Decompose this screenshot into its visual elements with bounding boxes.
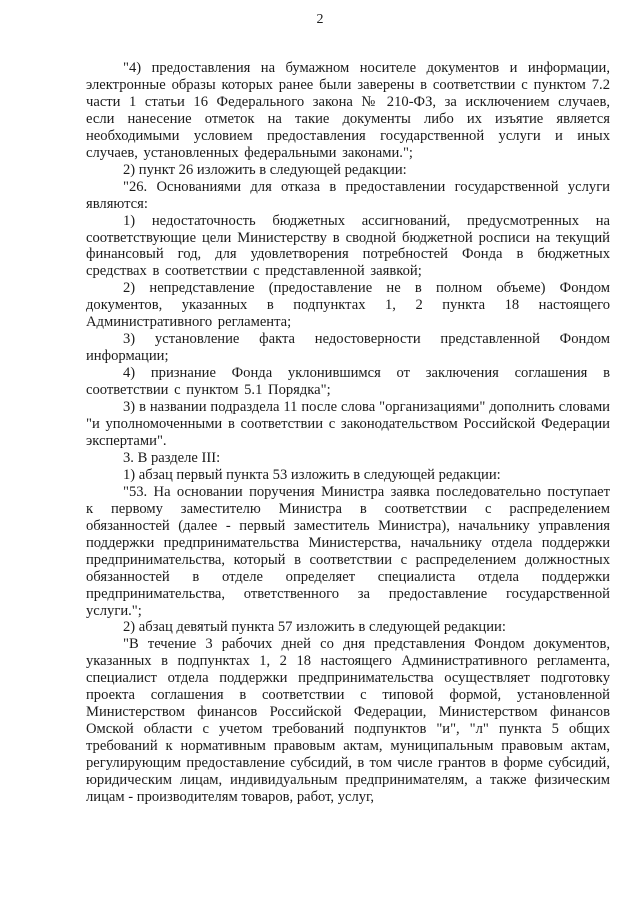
paragraph-point-26-text: "26. Основаниями для отказа в предоставлении государственной услуги являются: [86, 178, 610, 212]
paragraph-ground-4: 4) признание Фонда уклонившимся от заключения соглашения в соответствии с пунктом 5.1 Порядка"; [86, 365, 610, 399]
paragraph-point-57-text: "В течение 3 рабочих дней со дня представления Фондом документов, указанных в подпунктах 1, 2 18 настоящего Административного регламента, специалист отдела поддержки предпринимательства осуществляет подготовку проекта соглашения в соответствии с типовой формой, установленной Министерством финансов Российской Федерации, Министерством финансов Омской области с учетом требований подпунктов "и", "л" пункта 5 общих требований к нормативным правовым актам, муниципальным правовым актам, регулирующим предоставление субсидий, в том числе грантов в форме субсидий, юридическим лицам, индивидуальным предпринимателям, а также физическим лицам - производителям товаров, работ, услуг, [86, 636, 610, 805]
paragraph-subsection-11: 3) в названии подраздела 11 после слова "организациями" дополнить словами "и уполномоченными в соответствии с законодательством Российской Федерации экспертами". [86, 399, 610, 449]
paragraph-point-53-instruction: 1) абзац первый пункта 53 изложить в следующей редакции: [123, 466, 501, 483]
paragraph-ground-1: 1) недостаточность бюджетных ассигнований, предусмотренных на соответствующие цели Министерству в сводной бюджетной росписи на текущий финансовый год, для удовлетворения потребностей Фонда в бюджетных средствах в соответствии с представленной заявкой; [86, 212, 610, 280]
paragraph-section-3: 3. В разделе III: [123, 449, 221, 466]
page-number: 2 [316, 12, 324, 27]
paragraph-item-4-documents: "4) предоставления на бумажном носителе документов и информации, электронные образы которых ранее были заверены в соответствии с пунктом 7.2 части 1 статьи 16 Федерального закона № 210-ФЗ, за исключением случаев, если нанесение отметок на такие документы либо их изъятие является необходимыми условием предоставления государственной услуги и иных случаев, установленных федеральными законами."; [86, 60, 610, 161]
paragraph-point-57-instruction: 2) абзац девятый пункта 57 изложить в следующей редакции: [123, 619, 506, 636]
document-body [86, 60, 610, 806]
paragraph-point-53-text: "53. На основании поручения Министра заявка последовательно поступает к первому заместителю Министра в соответствии с распределением обязанностей (далее - первый заместитель Министра), начальнику управления поддержки предпринимательства Министерства, начальнику отдела поддержки предпринимательства, который в соответствии с распределением должностных обязанностей в отделе определяет специалиста отдела поддержки предпринимательства, ответственного за предоставление государственной услуги."; [86, 483, 610, 619]
paragraph-ground-3: 3) установление факта недостоверности представленной Фондом информации; [86, 331, 610, 365]
paragraph-ground-2: 2) непредставление (предоставление не в полном объеме) Фондом документов, указанных в подпунктах 1, 2 пункта 18 настоящего Административного регламента; [86, 280, 610, 331]
paragraph-point-26-instruction: 2) пункт 26 изложить в следующей редакции: [123, 161, 407, 178]
